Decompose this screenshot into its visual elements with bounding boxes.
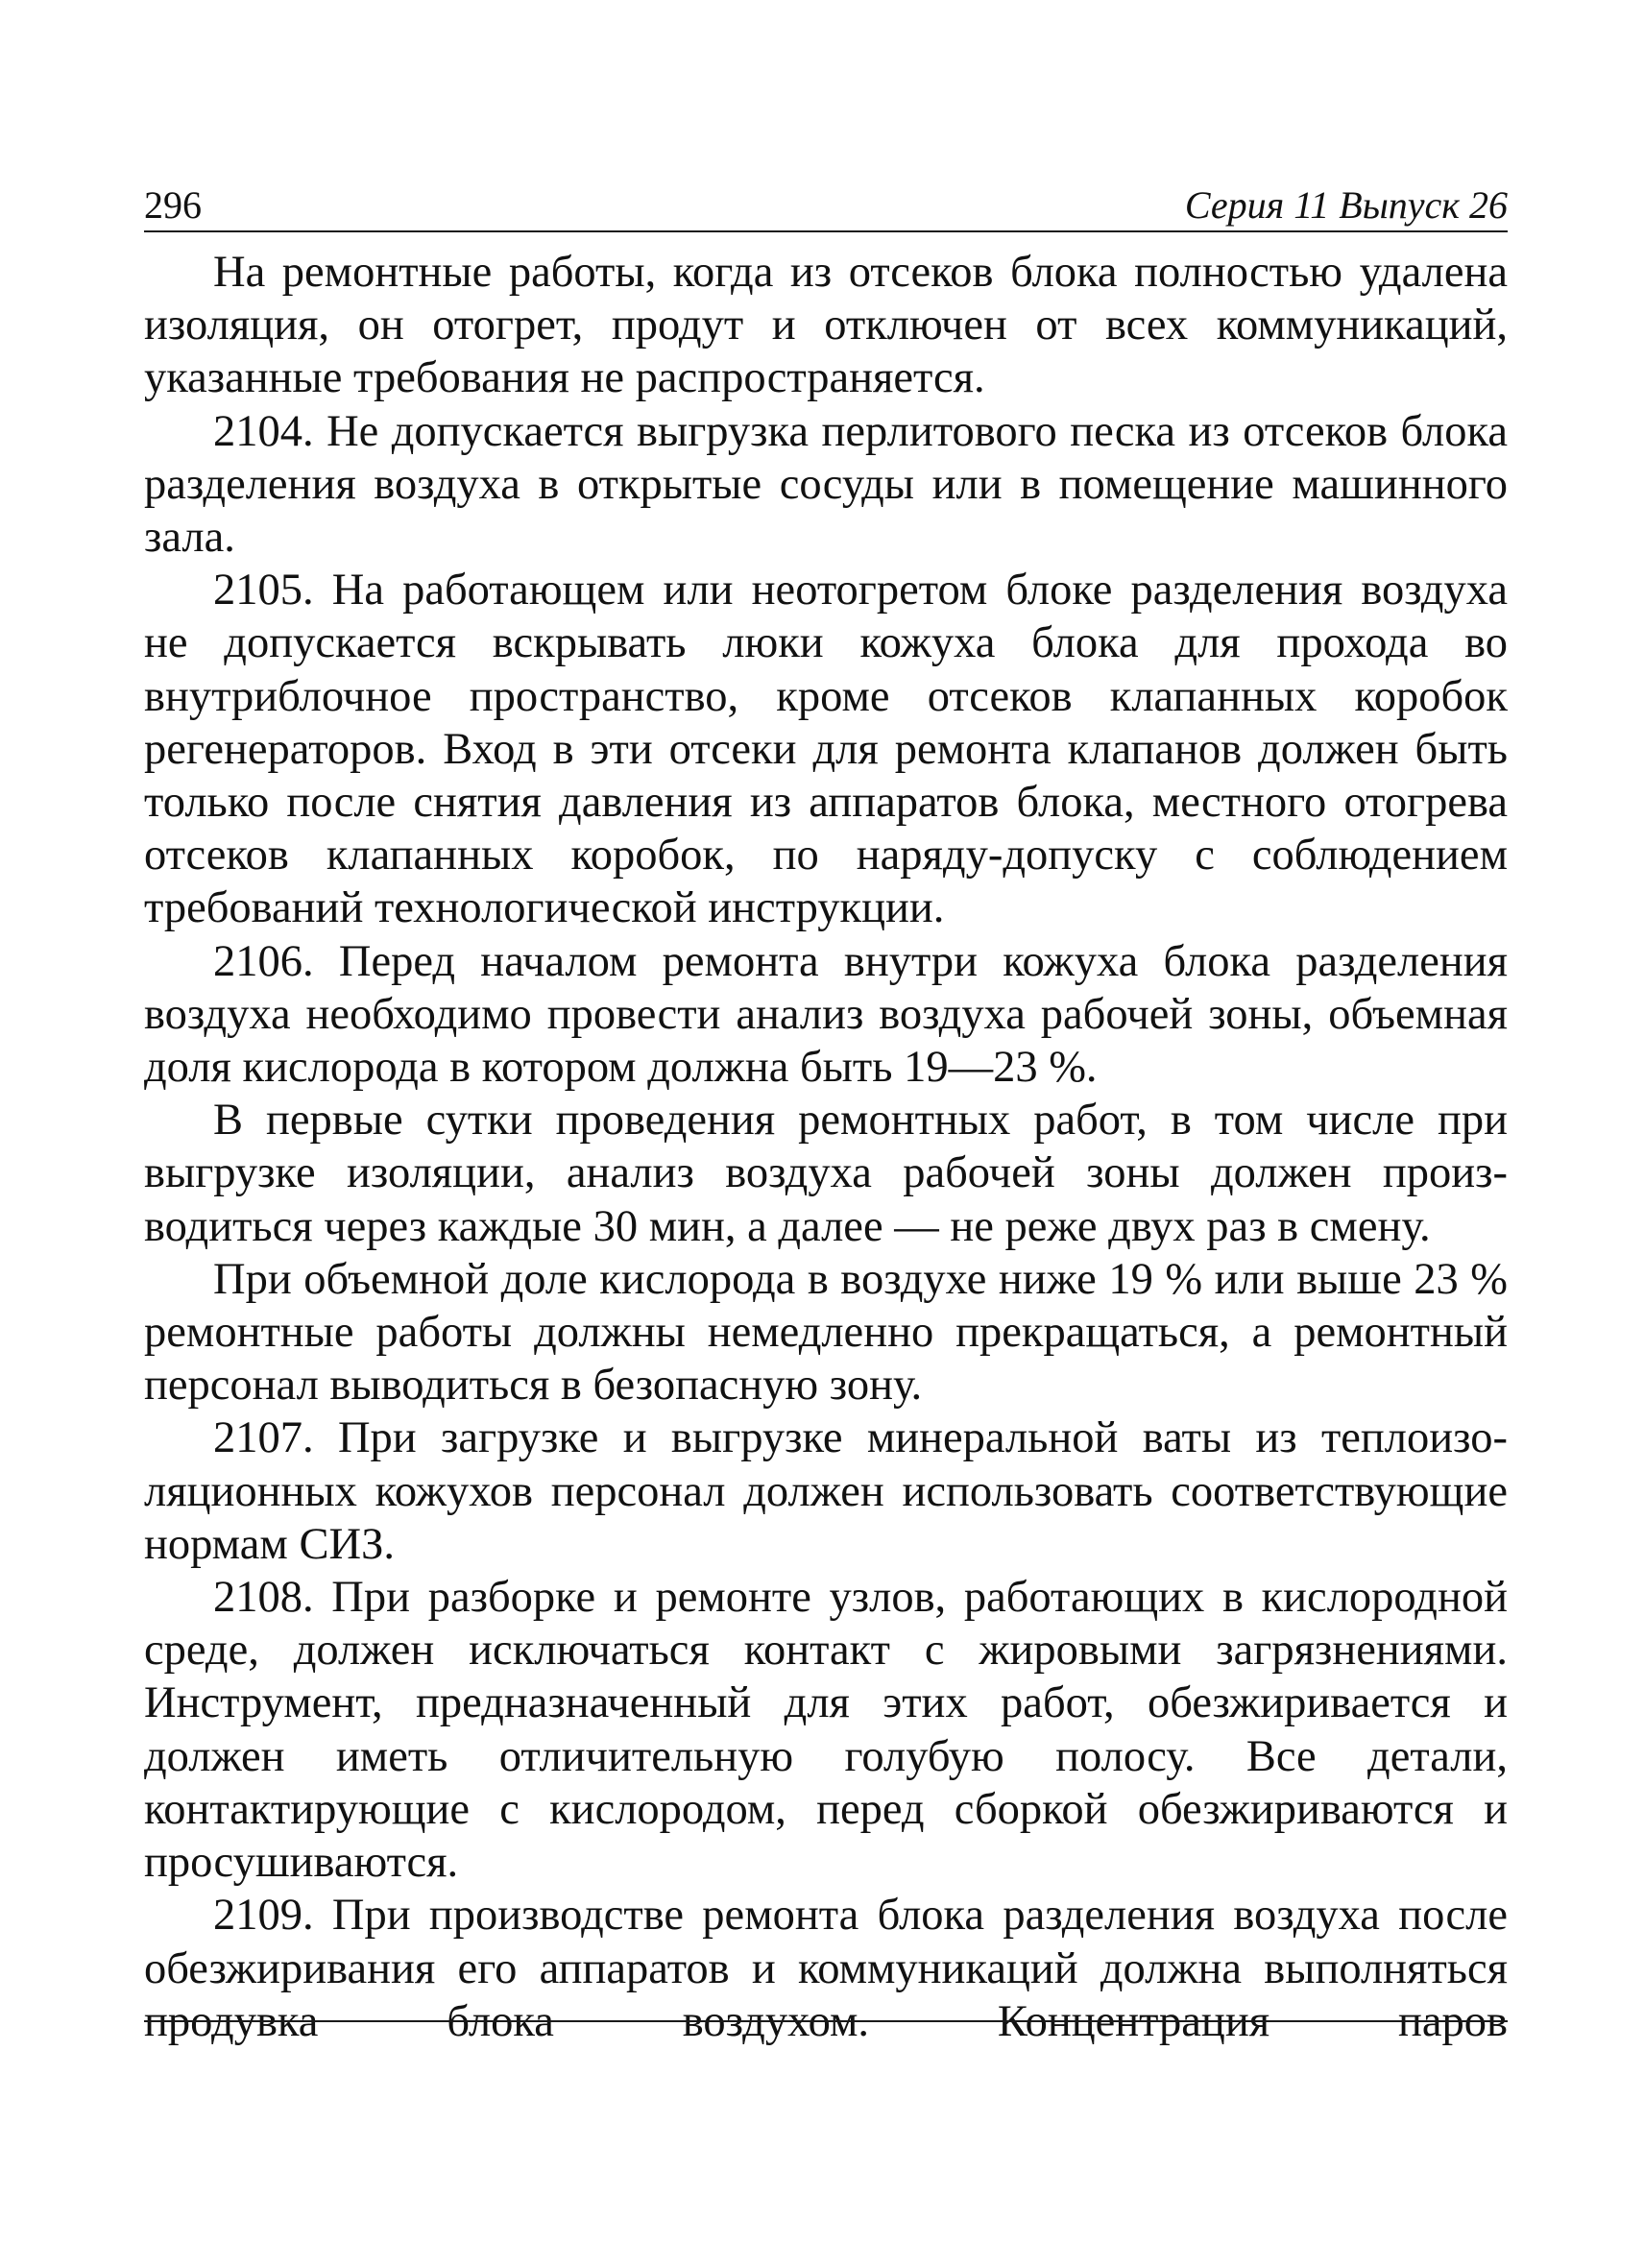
page-number: 296 [144,183,202,227]
bottom-rule [144,2020,1508,2022]
paragraph: При объемной доле кислорода в воздухе ниже 19 % или выше 23 % ремонтные работы должны немедленно прекращаться, а ремонтный персонал выводиться в безопасную зону. [144,1254,1508,1411]
document-page [144,169,1508,2048]
paragraph-2104: 2104. Не допускается выгрузка перлитового песка из отсеков блока разделения воздуха в открытые сосуды или в помещение машинного зала. [144,406,1508,563]
paragraph-2107: 2107. При загрузке и выгрузке минеральной ваты из теплоизоляционных кожухов персонал должен использовать соответствующие нормам СИЗ. [144,1413,1508,1569]
paragraph-2109: 2109. При производстве ремонта блока разделения воздуха после обезжиривания его аппаратов и коммуникаций должна выполняться продувка блока воздухом. Концентрация паров [144,1891,1508,2046]
paragraph-2105: 2105. На работающем или неотогретом блоке разделения воздуха не допускается вскрывать люки кожуха блока для прохода во внутриблочное пространство, кроме отсеков клапанных коробок регенераторов. Вход в эти отсеки для ремонта клапанов должен быть только после снятия давления из аппаратов блока, местного отогрева отсеков клапанных коробок, по наряду-допуску с соблюдением требований технологической инструкции. [144,566,1508,933]
paragraph-2108: 2108. При разборке и ремонте узлов, работающих в кислородной среде, должен исключаться контакт с жировыми загрязнениями. Инструмент, предназначенный для этих работ, обезжиривается и должен иметь отличительную голубую полосу. Все детали, контактирующие с кислородом, перед сборкой обезжириваются и просушиваются. [144,1573,1508,1888]
running-head [144,169,1508,232]
body-text [144,246,1508,2048]
paragraph-2106: 2106. Перед началом ремонта внутри кожуха блока разделения воздуха необходимо провести анализ воздуха рабочей зоны, объемная доля кислорода в котором должна быть 19—23 %. [144,936,1508,1093]
paragraph: На ремонтные работы, когда из отсеков блока полностью удалена изоляция, он отогрет, продут и отключен от всех коммуникаций, указанные требования не распространяется. [144,248,1508,403]
series-title: Серия 11 Выпуск 26 [1184,183,1508,227]
paragraph: В первые сутки проведения ремонтных работ, в том числе при выгрузке изоляции, анализ воздуха рабочей зоны должен производиться через каждые 30 мин, а далее — не реже двух раз в смену. [144,1096,1508,1251]
